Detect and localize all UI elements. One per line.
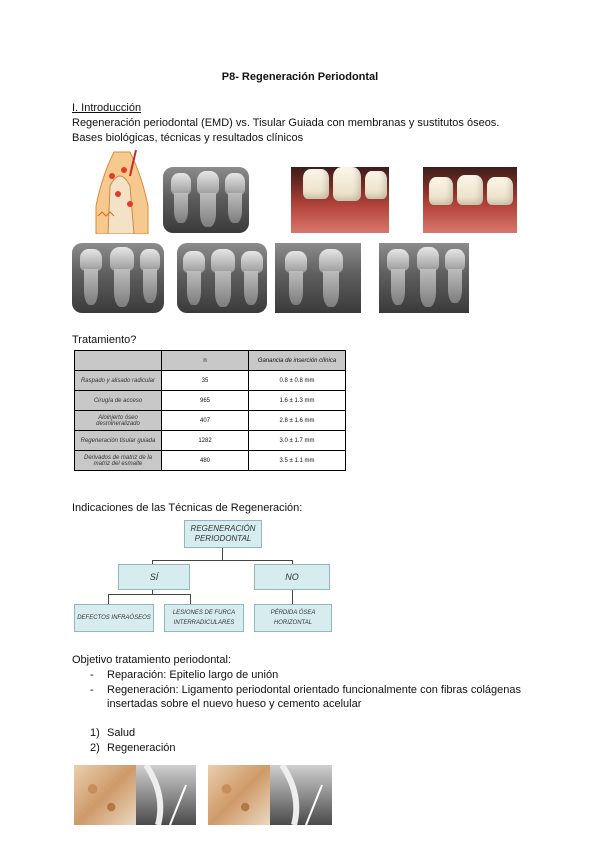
- table-cell: 407: [162, 411, 249, 431]
- diagram-leaf-furca: LESIONES DE FURCA INTERRADICULARES: [164, 604, 244, 632]
- intro-line-2: Bases biológicas, técnicas y resultados clínicos: [72, 132, 304, 144]
- table-cell: Cirugía de acceso: [75, 391, 162, 411]
- table-cell: 480: [162, 451, 249, 471]
- intro-heading: I. Introducción: [72, 102, 142, 114]
- histology-image-2: [208, 765, 270, 825]
- periodontal-diagram-image: [90, 146, 152, 234]
- bullet-reparacion: Reparación: Epitelio largo de unión: [107, 669, 279, 681]
- table-cell: 2.8 ± 1.6 mm: [249, 411, 346, 431]
- table-header-row: [75, 351, 346, 371]
- list-item-salud: Salud: [107, 727, 136, 739]
- indicaciones-heading: Indicaciones de las Técnicas de Regeneración:: [72, 502, 303, 514]
- table-header-cell: [75, 351, 162, 371]
- list-number: 2): [90, 742, 100, 754]
- xray-image-3: [177, 243, 267, 313]
- table-cell: Derivados de matriz de la matriz del esmalte: [75, 451, 162, 471]
- diagram-leaf-defectos: DEFECTOS INFRAÓSEOS: [74, 604, 154, 632]
- table-cell: 3.0 ± 1.7 mm: [249, 431, 346, 451]
- table-row: [75, 411, 346, 431]
- tratamiento-heading: Tratamiento?: [72, 334, 137, 346]
- clinical-photo-1: [291, 167, 389, 233]
- diagram-root-box: REGENERACIÓN PERIODONTAL: [184, 520, 262, 548]
- diagram-leaf-horizontal: PÉRDIDA ÓSEA HORIZONTAL: [254, 604, 332, 632]
- list-number: 1): [90, 727, 100, 739]
- table-cell: 35: [162, 371, 249, 391]
- micro-image-1: [136, 765, 196, 825]
- diagram-no-box: NO: [254, 564, 330, 590]
- list-item-regeneracion: Regeneración: [107, 742, 176, 754]
- table-cell: 1282: [162, 431, 249, 451]
- intro-line-1: Regeneración periodontal (EMD) vs. Tisular Guiada con membranas y sustitutos óseos.: [72, 117, 500, 129]
- table-cell: Raspado y alisado radicular: [75, 371, 162, 391]
- xray-image-4: [275, 243, 361, 313]
- table-cell: Regeneración tisular guiada: [75, 431, 162, 451]
- table-cell: 0.8 ± 0.8 mm: [249, 371, 346, 391]
- table-header-cell: Ganancia de inserción clínica: [249, 351, 346, 371]
- table-row: [75, 371, 346, 391]
- bullet-dash: -: [90, 684, 94, 696]
- table-cell: 1.6 ± 1.3 mm: [249, 391, 346, 411]
- table-row: [75, 431, 346, 451]
- table-row: [75, 451, 346, 471]
- bullet-regeneracion-cont: insertadas sobre el nuevo hueso y cemento acelular: [107, 698, 362, 710]
- page-title: P8- Regeneración Periodontal: [221, 71, 379, 83]
- diagram-yes-box: SÍ: [118, 564, 190, 590]
- table-cell: Aloinjerto óseo desmineralizado: [75, 411, 162, 431]
- xray-image-1: [163, 167, 249, 233]
- table-row: [75, 391, 346, 411]
- table-cell: 965: [162, 391, 249, 411]
- histology-image-1: [74, 765, 136, 825]
- bullet-regeneracion: Regeneración: Ligamento periodontal orientado funcionalmente con fibras colágenas: [107, 684, 521, 696]
- xray-image-2: [72, 243, 164, 313]
- regeneration-diagram: [72, 518, 340, 636]
- table-header-cell: n: [162, 351, 249, 371]
- micro-image-2: [270, 765, 332, 825]
- xray-image-5: [379, 243, 469, 313]
- objetivo-heading: Objetivo tratamiento periodontal:: [72, 654, 231, 666]
- bullet-dash: -: [90, 669, 94, 681]
- clinical-photo-2: [423, 167, 517, 233]
- table-cell: 3.5 ± 1.1 mm: [249, 451, 346, 471]
- results-table: [74, 350, 346, 471]
